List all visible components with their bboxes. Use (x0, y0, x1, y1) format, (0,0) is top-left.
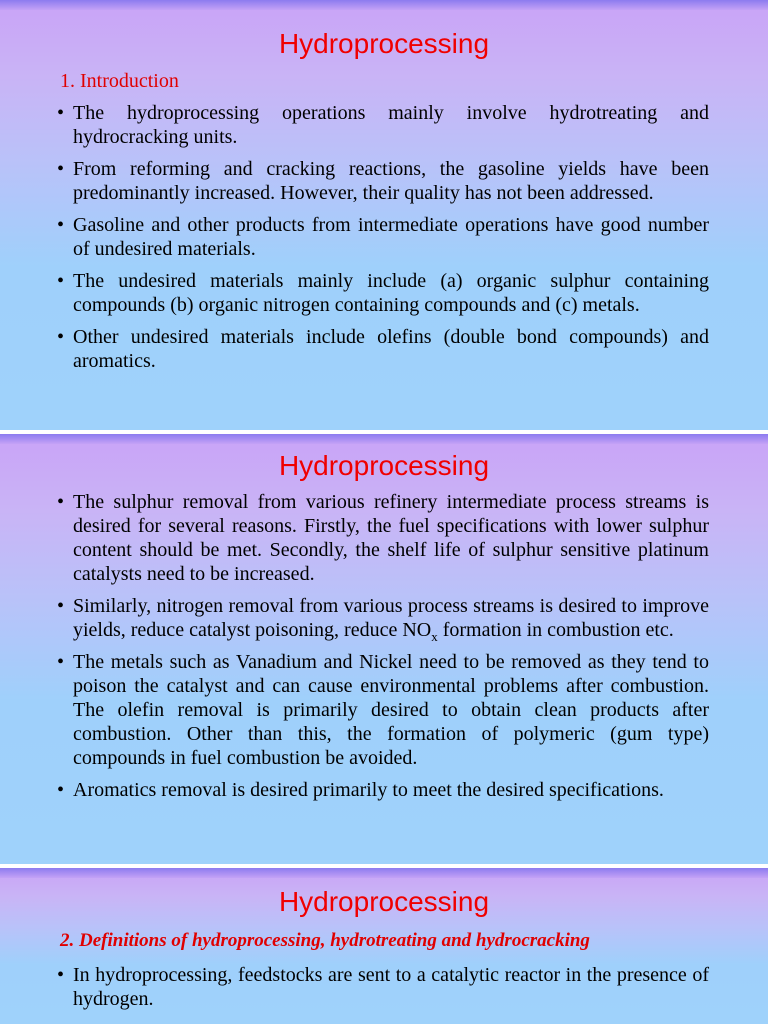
slide-2 (0, 434, 768, 864)
bullet-item (57, 594, 709, 644)
slide-top-bar (0, 868, 768, 878)
bullet-icon: • (57, 491, 65, 513)
slide-title: Hydroprocessing (278, 450, 490, 481)
slide-title: Hydroprocessing (278, 28, 490, 59)
bullet-item (57, 650, 709, 770)
section-heading: 2. Definitions of hydroprocessing, hydrotreating and hydrocracking (60, 930, 590, 951)
subscript-x: x (431, 629, 438, 644)
bullet-text: The sulphur removal from various refinery intermediate process streams is desired for several reasons. Firstly, the fuel specifications with lower sulphur content should be met. Secondly, the shelf life of sulphur sensitive platinum catalysts need to be increased. (73, 491, 709, 585)
bullet-text: The hydroprocessing operations mainly involve hydrotreating and hydrocracking units. (73, 102, 709, 148)
bullet-item (57, 778, 709, 802)
bullet-icon: • (57, 779, 65, 801)
bullet-item (57, 101, 709, 149)
bullet-text: From reforming and cracking reactions, the gasoline yields have been predominantly increased. However, their quality has not been addressed. (73, 158, 709, 204)
bullet-icon: • (57, 651, 65, 673)
bullet-item (57, 269, 709, 317)
bullet-list (0, 490, 768, 810)
slide-top-bar (0, 0, 768, 10)
bullet-item (57, 490, 709, 586)
bullet-text-post: formation in combustion etc. (437, 619, 674, 641)
bullet-text: Aromatics removal is desired primarily to meet the desired specifications. (73, 779, 664, 801)
bullet-list (0, 963, 768, 1019)
bullet-icon: • (57, 270, 65, 292)
bullet-item (57, 157, 709, 205)
bullet-text: Other undesired materials include olefins (double bond compounds) and aromatics. (73, 326, 709, 372)
bullet-text: Gasoline and other products from intermediate operations have good number of undesired materials. (73, 214, 709, 260)
bullet-text: The metals such as Vanadium and Nickel need to be removed as they tend to poison the catalyst and can cause environmental problems after combustion. The olefin removal is primarily desired to obtain clean products after combustion. Other than this, the formation of polymeric (gum type) compounds in fuel combustion be avoided. (73, 651, 709, 769)
section-heading: 1. Introduction (60, 70, 179, 92)
slide-title: Hydroprocessing (278, 886, 490, 917)
bullet-icon: • (57, 595, 65, 617)
bullet-item (57, 325, 709, 373)
slide-1 (0, 0, 768, 430)
bullet-list (0, 101, 768, 381)
bullet-icon: • (57, 964, 65, 986)
bullet-text: In hydroprocessing, feedstocks are sent to a catalytic reactor in the presence of hydrogen. (73, 964, 709, 1010)
bullet-text: The undesired materials mainly include (a) organic sulphur containing compounds (b) organic nitrogen containing compounds and (c) metals. (73, 270, 709, 316)
bullet-icon: • (57, 214, 65, 236)
bullet-text-pre: Similarly, nitrogen removal from various process streams is desired to improve yields, reduce catalyst poisoning, reduce NO (73, 595, 709, 641)
bullet-item (57, 213, 709, 261)
slide-top-bar (0, 434, 768, 444)
bullet-icon: • (57, 326, 65, 348)
bullet-icon: • (57, 102, 65, 124)
bullet-item (57, 963, 709, 1011)
bullet-icon: • (57, 158, 65, 180)
slide-3 (0, 868, 768, 1024)
